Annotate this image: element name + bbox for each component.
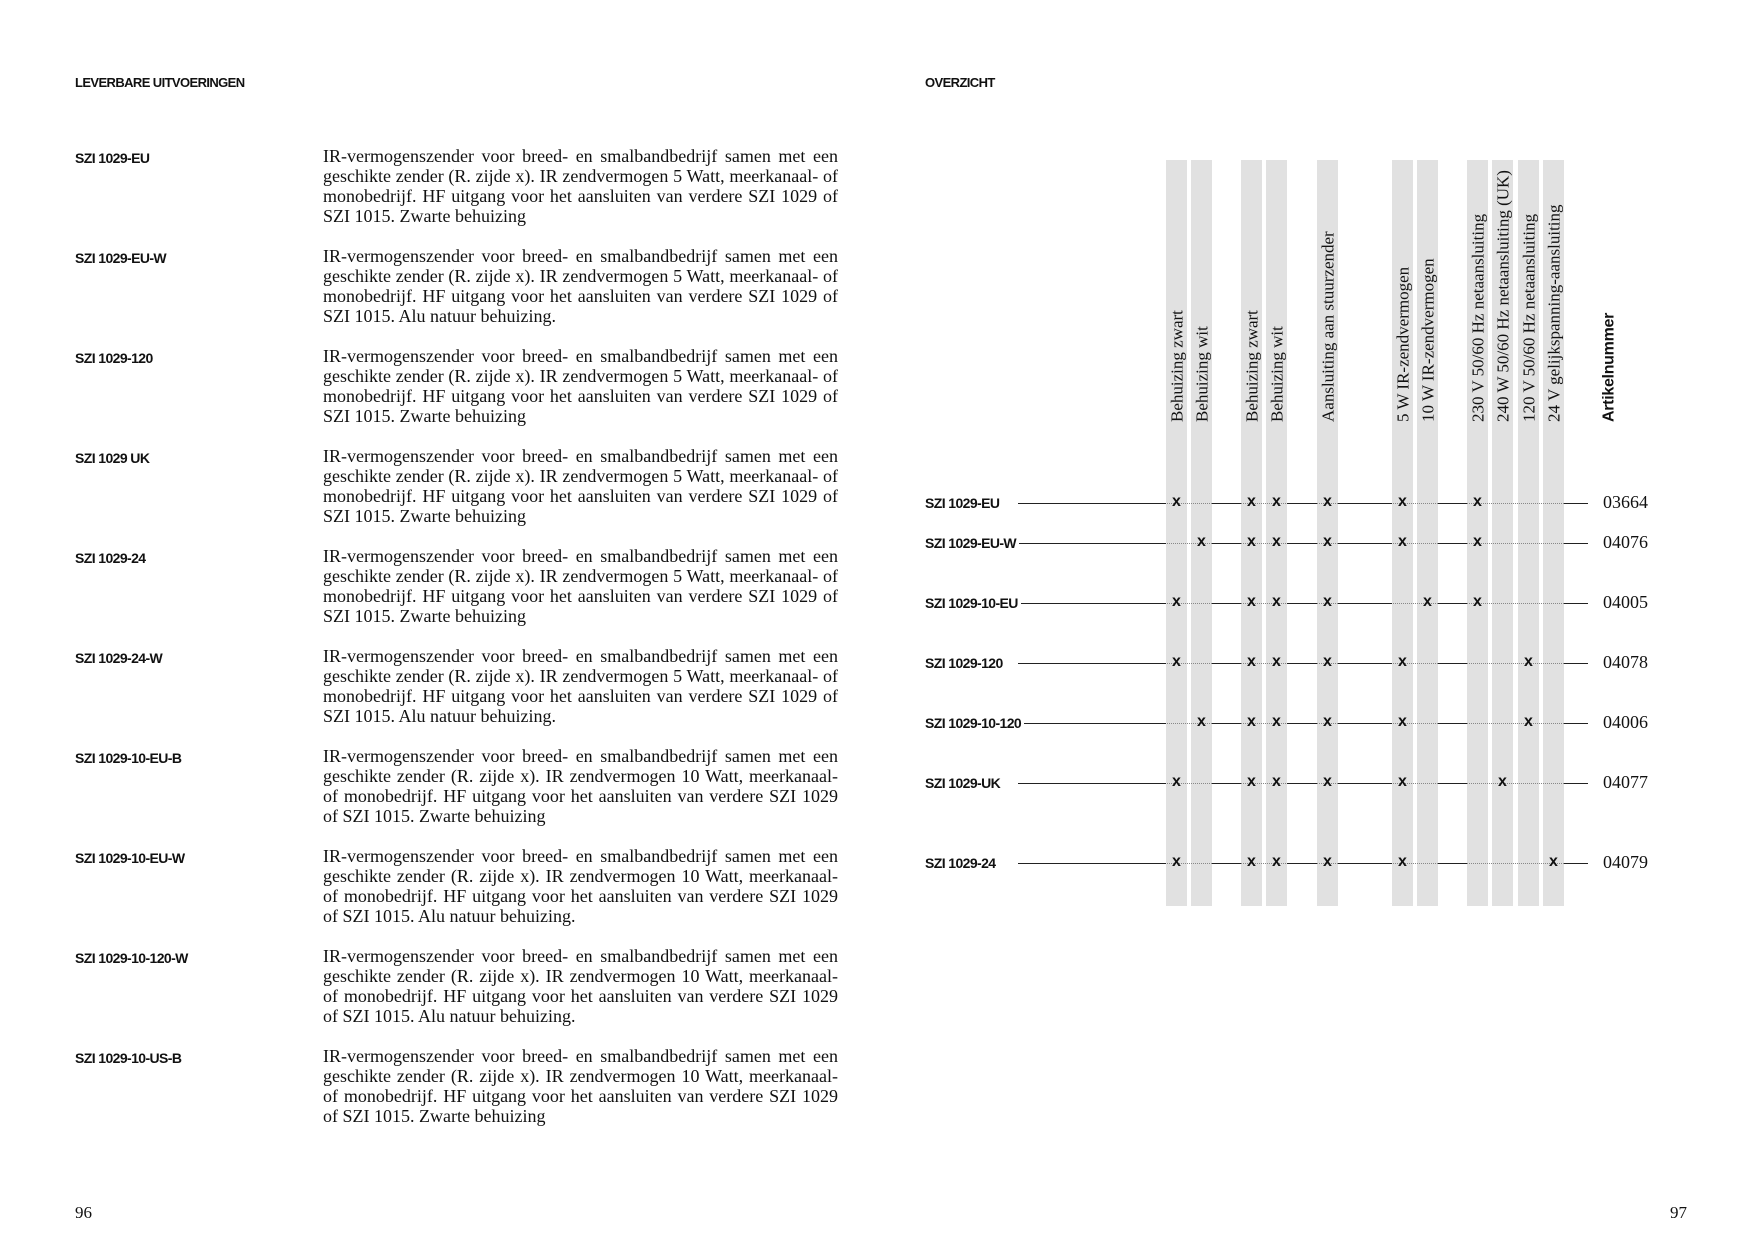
article-number: 04078 bbox=[1603, 652, 1648, 672]
matrix-row-segment bbox=[1564, 723, 1588, 724]
article-number-header-label: Artikelnummer bbox=[1600, 312, 1617, 422]
matrix-mark: x bbox=[1172, 853, 1181, 870]
product-description: IR-vermogenszender voor breed- en smalbandbedrijf samen met een geschikte zender (R. zijde x). IR zendvermogen 10 Watt, meerkanaal- of monobedrijf. HF uitgang voor het aansluiten van verdere SZI 1029 of SZI 1015. Zwarte behuizing bbox=[323, 746, 838, 826]
matrix-row-segment bbox=[1212, 503, 1241, 504]
matrix-row-segment bbox=[1338, 543, 1392, 544]
matrix-mark: x bbox=[1524, 653, 1533, 670]
matrix-row-segment bbox=[1212, 723, 1241, 724]
product-code: SZI 1029-10-EU-W bbox=[75, 850, 185, 866]
matrix-row-segment bbox=[1338, 723, 1392, 724]
matrix-mark: x bbox=[1473, 593, 1482, 610]
matrix-column-header bbox=[1518, 153, 1539, 443]
matrix-row-segment bbox=[1438, 783, 1467, 784]
matrix-row-segment bbox=[1438, 663, 1467, 664]
matrix-column-label: Behuizing wit bbox=[1267, 326, 1286, 422]
matrix-row-segment bbox=[1212, 663, 1241, 664]
matrix-mark: x bbox=[1247, 853, 1256, 870]
matrix-column-label: 24 V gelijkspanning-aansluiting bbox=[1544, 204, 1563, 422]
page-number-right: 97 bbox=[1670, 1203, 1687, 1222]
matrix-row-segment bbox=[1438, 503, 1467, 504]
product-description: IR-vermogenszender voor breed- en smalbandbedrijf samen met een geschikte zender (R. zijde x). IR zendvermogen 5 Watt, meerkanaal- of monobedrijf. HF uitgang voor het aansluiten van verdere SZI 1029 of SZI 1015. Zwarte behuizing bbox=[323, 546, 838, 626]
matrix-mark: x bbox=[1247, 593, 1256, 610]
matrix-column-header bbox=[1417, 153, 1438, 443]
article-number: 04079 bbox=[1603, 852, 1648, 872]
matrix-row-segment bbox=[1564, 783, 1588, 784]
matrix-mark: x bbox=[1323, 653, 1332, 670]
matrix-row-segment bbox=[1438, 723, 1467, 724]
matrix-row-segment bbox=[1438, 863, 1467, 864]
matrix-mark: x bbox=[1398, 713, 1407, 730]
matrix-mark: x bbox=[1323, 853, 1332, 870]
matrix-column-header bbox=[1317, 153, 1338, 443]
matrix-column-label: Behuizing zwart bbox=[1167, 310, 1186, 422]
matrix-mark: x bbox=[1549, 853, 1558, 870]
matrix-row-segment bbox=[1564, 543, 1588, 544]
matrix-row-segment bbox=[1564, 603, 1588, 604]
matrix-row-segment bbox=[1287, 783, 1317, 784]
matrix-mark: x bbox=[1247, 533, 1256, 550]
matrix-column-label: 5 W IR-zendvermogen bbox=[1393, 266, 1412, 422]
matrix-mark: x bbox=[1172, 593, 1181, 610]
article-number: 03664 bbox=[1603, 492, 1648, 512]
matrix-row-segment bbox=[1438, 603, 1467, 604]
matrix-mark: x bbox=[1423, 593, 1432, 610]
matrix-row-code: SZI 1029-10-120 bbox=[925, 715, 1024, 731]
matrix-mark: x bbox=[1197, 533, 1206, 550]
matrix-row-segment bbox=[1212, 783, 1241, 784]
product-description: IR-vermogenszender voor breed- en smalbandbedrijf samen met een geschikte zender (R. zijde x). IR zendvermogen 10 Watt, meerkanaal- of monobedrijf. HF uitgang voor het aansluiten van verdere SZI 1029 of SZI 1015. Zwarte behuizing bbox=[323, 1046, 838, 1126]
matrix-mark: x bbox=[1172, 773, 1181, 790]
matrix-row-segment bbox=[1338, 663, 1392, 664]
product-description: IR-vermogenszender voor breed- en smalbandbedrijf samen met een geschikte zender (R. zijde x). IR zendvermogen 10 Watt, meerkanaal- of monobedrijf. HF uitgang voor het aansluiten van verdere SZI 1029 of SZI 1015. Alu natuur behuizing. bbox=[323, 946, 838, 1026]
matrix-mark: x bbox=[1272, 653, 1281, 670]
matrix-row-segment bbox=[1287, 863, 1317, 864]
matrix-row-code: SZI 1029-120 bbox=[925, 655, 1006, 671]
matrix-row-segment bbox=[1287, 543, 1317, 544]
matrix-row-segment bbox=[1564, 663, 1588, 664]
matrix-column-label: 240 W 50/60 Hz netaansluiting (UK) bbox=[1493, 170, 1512, 422]
matrix-mark: x bbox=[1197, 713, 1206, 730]
page-number-left: 96 bbox=[75, 1203, 92, 1222]
matrix-row-segment bbox=[1338, 863, 1392, 864]
product-code: SZI 1029-10-EU-B bbox=[75, 750, 182, 766]
page-heading-left: LEVERBARE UITVOERINGEN bbox=[75, 75, 245, 90]
product-code: SZI 1029-120 bbox=[75, 350, 153, 366]
matrix-mark: x bbox=[1323, 533, 1332, 550]
matrix-row-segment bbox=[1338, 603, 1392, 604]
matrix-mark: x bbox=[1498, 773, 1507, 790]
matrix-row-leader bbox=[1018, 503, 1166, 504]
matrix-column-label: Aansluiting aan stuurzender bbox=[1318, 231, 1337, 422]
matrix-row-segment bbox=[1287, 503, 1317, 504]
matrix-mark: x bbox=[1398, 773, 1407, 790]
matrix-mark: x bbox=[1272, 713, 1281, 730]
matrix-row-code: SZI 1029-24 bbox=[925, 855, 998, 871]
product-code: SZI 1029-10-US-B bbox=[75, 1050, 182, 1066]
matrix-row-segment bbox=[1212, 863, 1241, 864]
matrix-row-segment bbox=[1287, 603, 1317, 604]
matrix-mark: x bbox=[1272, 593, 1281, 610]
product-code: SZI 1029-EU bbox=[75, 150, 150, 166]
product-description: IR-vermogenszender voor breed- en smalbandbedrijf samen met een geschikte zender (R. zijde x). IR zendvermogen 5 Watt, meerkanaal- of monobedrijf. HF uitgang voor het aansluiten van verdere SZI 1029 of SZI 1015. Zwarte behuizing bbox=[323, 446, 838, 526]
product-code: SZI 1029-10-120-W bbox=[75, 950, 188, 966]
matrix-mark: x bbox=[1247, 493, 1256, 510]
matrix-row-code: SZI 1029-EU bbox=[925, 495, 1002, 511]
matrix-mark: x bbox=[1272, 533, 1281, 550]
matrix-row-code: SZI 1029-10-EU bbox=[925, 595, 1021, 611]
matrix-row-leader bbox=[1018, 603, 1166, 604]
matrix-row-segment bbox=[1287, 723, 1317, 724]
product-description: IR-vermogenszender voor breed- en smalbandbedrijf samen met een geschikte zender (R. zijde x). IR zendvermogen 5 Watt, meerkanaal- of monobedrijf. HF uitgang voor het aansluiten van verdere SZI 1029 of SZI 1015. Zwarte behuizing bbox=[323, 346, 838, 426]
matrix-mark: x bbox=[1323, 773, 1332, 790]
matrix-mark: x bbox=[1172, 493, 1181, 510]
matrix-row-code: SZI 1029-UK bbox=[925, 775, 1003, 791]
matrix-column-header bbox=[1543, 153, 1564, 443]
matrix-row-leader bbox=[1018, 543, 1166, 544]
matrix-mark: x bbox=[1247, 653, 1256, 670]
article-number: 04006 bbox=[1603, 712, 1648, 732]
matrix-mark: x bbox=[1247, 773, 1256, 790]
matrix-mark: x bbox=[1398, 493, 1407, 510]
product-description: IR-vermogenszender voor breed- en smalbandbedrijf samen met een geschikte zender (R. zijde x). IR zendvermogen 5 Watt, meerkanaal- of monobedrijf. HF uitgang voor het aansluiten van verdere SZI 1029 of SZI 1015. Zwarte behuizing bbox=[323, 146, 838, 226]
matrix-mark: x bbox=[1272, 773, 1281, 790]
matrix-row-code: SZI 1029-EU-W bbox=[925, 535, 1019, 551]
matrix-row-segment bbox=[1564, 863, 1588, 864]
matrix-row-segment bbox=[1212, 603, 1241, 604]
matrix-column-header bbox=[1266, 153, 1287, 443]
article-number: 04076 bbox=[1603, 532, 1648, 552]
matrix-mark: x bbox=[1398, 853, 1407, 870]
product-code: SZI 1029-24-W bbox=[75, 650, 163, 666]
matrix-mark: x bbox=[1473, 493, 1482, 510]
product-code: SZI 1029 UK bbox=[75, 450, 150, 466]
product-description: IR-vermogenszender voor breed- en smalbandbedrijf samen met een geschikte zender (R. zijde x). IR zendvermogen 5 Watt, meerkanaal- of monobedrijf. HF uitgang voor het aansluiten van verdere SZI 1029 of SZI 1015. Alu natuur behuizing. bbox=[323, 646, 838, 726]
product-description: IR-vermogenszender voor breed- en smalbandbedrijf samen met een geschikte zender (R. zijde x). IR zendvermogen 10 Watt, meerkanaal- of monobedrijf. HF uitgang voor het aansluiten van verdere SZI 1029 of SZI 1015. Alu natuur behuizing. bbox=[323, 846, 838, 926]
matrix-column-label: 10 W IR-zendvermogen bbox=[1418, 258, 1437, 422]
article-number: 04077 bbox=[1603, 772, 1648, 792]
matrix-column-header bbox=[1492, 153, 1513, 443]
product-code: SZI 1029-EU-W bbox=[75, 250, 166, 266]
matrix-column-header bbox=[1467, 153, 1488, 443]
matrix-row-segment bbox=[1287, 663, 1317, 664]
matrix-row-segment bbox=[1564, 503, 1588, 504]
matrix-mark: x bbox=[1398, 653, 1407, 670]
matrix-row-segment bbox=[1438, 543, 1467, 544]
matrix-mark: x bbox=[1172, 653, 1181, 670]
matrix-row-leader bbox=[1018, 863, 1166, 864]
matrix-column-header bbox=[1392, 153, 1413, 443]
matrix-row-segment bbox=[1212, 543, 1241, 544]
matrix-row-leader bbox=[1018, 723, 1166, 724]
matrix-row-segment bbox=[1338, 783, 1392, 784]
matrix-mark: x bbox=[1247, 713, 1256, 730]
matrix-row-leader bbox=[1018, 783, 1166, 784]
matrix-mark: x bbox=[1272, 493, 1281, 510]
product-code: SZI 1029-24 bbox=[75, 550, 146, 566]
matrix-mark: x bbox=[1398, 533, 1407, 550]
matrix-mark: x bbox=[1272, 853, 1281, 870]
article-number-header bbox=[1598, 153, 1619, 443]
matrix-row-segment bbox=[1338, 503, 1392, 504]
matrix-column-header bbox=[1241, 153, 1262, 443]
matrix-row-leader bbox=[1018, 663, 1166, 664]
matrix-column-label: 230 V 50/60 Hz netaansluiting bbox=[1468, 213, 1487, 422]
matrix-mark: x bbox=[1323, 713, 1332, 730]
matrix-mark: x bbox=[1323, 493, 1332, 510]
matrix-mark: x bbox=[1473, 533, 1482, 550]
matrix-column-label: Behuizing zwart bbox=[1242, 310, 1261, 422]
product-description: IR-vermogenszender voor breed- en smalbandbedrijf samen met een geschikte zender (R. zijde x). IR zendvermogen 5 Watt, meerkanaal- of monobedrijf. HF uitgang voor het aansluiten van verdere SZI 1029 of SZI 1015. Alu natuur behuizing. bbox=[323, 246, 838, 326]
matrix-mark: x bbox=[1524, 713, 1533, 730]
page-heading-right: OVERZICHT bbox=[925, 75, 995, 90]
matrix-column-header bbox=[1191, 153, 1212, 443]
article-number: 04005 bbox=[1603, 592, 1648, 612]
matrix-mark: x bbox=[1323, 593, 1332, 610]
matrix-column-label: 120 V 50/60 Hz netaansluiting bbox=[1519, 213, 1538, 422]
matrix-column-header bbox=[1166, 153, 1187, 443]
matrix-column-label: Behuizing wit bbox=[1192, 326, 1211, 422]
